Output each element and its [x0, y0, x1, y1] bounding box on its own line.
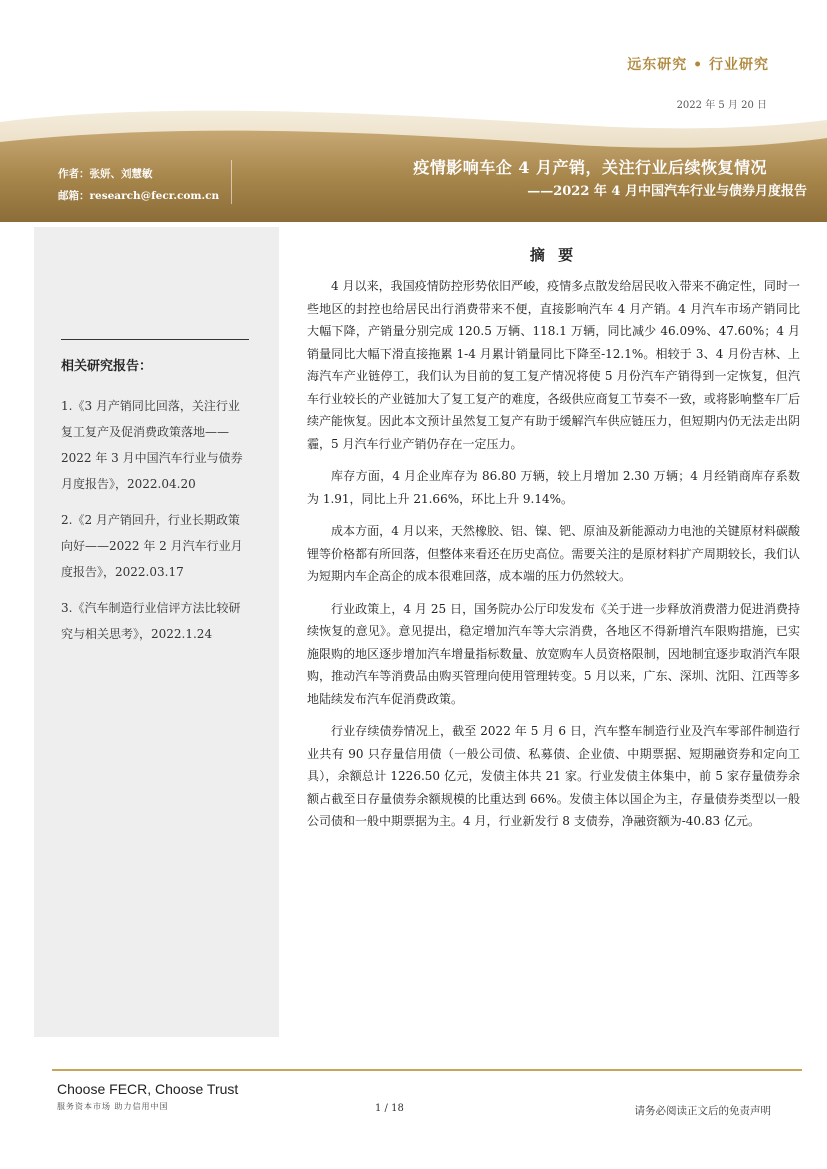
summary-paragraph: 成本方面，4 月以来，天然橡胶、铝、镍、钯、原油及新能源动力电池的关键原材料碳酸锂等价格都有所回落，但整体来看还在历史高位。需要关注的是原材料扩产周期较长，我们认为短期内车企高企的成本很难回落，成本端的压力仍然较大。 — [307, 524, 800, 583]
summary-paragraph: 库存方面，4 月企业库存为 86.80 万辆，较上月增加 2.30 万辆；4 月经销商库存系数为 1.91，同比上升 21.66%，环比上升 9.14%。 — [307, 469, 800, 506]
page-number: 1 / 18 — [375, 1103, 404, 1114]
author-line: 作者：张妍、刘慧敏 — [58, 168, 153, 180]
related-report-item[interactable]: 1.《3 月产销同比回落，关注行业复工复产及促消费政策落地——2022 年 3 月中国汽车行业与债券月度报告》，2022.04.20 — [61, 399, 243, 491]
report-date: 2022 年 5 月 20 日 — [676, 100, 767, 111]
related-reports-heading: 相关研究报告： — [61, 359, 153, 374]
sidebar — [34, 227, 279, 1037]
sidebar-divider — [61, 339, 249, 340]
related-report-item[interactable]: 3.《汽车制造行业信评方法比较研究与相关思考》，2022.1.24 — [61, 601, 241, 641]
summary-section — [307, 244, 800, 843]
disclaimer-link[interactable]: 请务必阅读正文后的免责声明 — [634, 1105, 771, 1117]
footer-tagline: 服务资本市场 助力信用中国 — [57, 1102, 169, 1111]
footer-brand: Choose FECR, Choose Trust — [57, 1081, 239, 1097]
related-reports-list — [61, 393, 246, 657]
report-title: 疫情影响车企 4 月产销，关注行业后续恢复情况 — [413, 158, 767, 177]
related-report-item[interactable]: 2.《2 月产销回升，行业长期政策向好——2022 年 2 月汽车行业月度报告》，2022.03.17 — [61, 513, 243, 579]
summary-paragraph: 行业政策上，4 月 25 日，国务院办公厅印发发布《关于进一步释放消费潜力促进消费持续恢复的意见》。意见提出，稳定增加汽车等大宗消费，各地区不得新增汽车限购措施，已实施限购的地区逐步增加汽车增量指标数量、放宽购车人员资格限制，因地制宜逐步取消汽车限购，推动汽车等消费品由购买管理向使用管理转变。5 月以来，广东、深圳、沈阳、江西等多地陆续发布汽车促消费政策。 — [307, 601, 800, 706]
author-block — [58, 163, 219, 207]
email-line: 邮箱：research@fecr.com.cn — [58, 190, 220, 202]
summary-paragraph: 4 月以来，我国疫情防控形势依旧严峻，疫情多点散发给居民收入带来不确定性，同时一些地区的封控也给居民出行消费带来不便，直接影响汽车 4 月产销。4 月汽车市场产销同比大幅下降，产销量分别完成 120.5 万辆、118.1 万辆，同比减少 46.09%、47.60%；4 月销量同比大幅下滑直接拖累 1-4 月累计销量同比下降至-12.1%。相较于 3、4 月份吉林、上海汽车产业链停工，我们认为目前的复工复产情况将使 5 月份汽车产销得到一定恢复，但汽车行业较长的产业链加大了复工复产的难度，各级供应商复工节奏不一致，或将影响整车厂后续产能恢复。因此本文预计虽然复工复产有助于缓解汽车供应链压力，但短期内仍无法走出阴霾，5 月汽车行业产销仍存在一定压力。 — [307, 279, 800, 451]
summary-title: 摘 要 — [529, 246, 578, 264]
summary-paragraph: 行业存续债券情况上，截至 2022 年 5 月 6 日，汽车整车制造行业及汽车零部件制造行业共有 90 只存量信用债（一般公司债、私募债、企业债、中期票据、短期融资券和定向工具），余额总计 1226.50 亿元，发债主体共 21 家。行业发债主体集中，前 5 家存量债券余额占截至日存量债券余额规模的比重达到 66%。发债主体以国企为主，存量债券类型以一般公司债和一般中期票据为主。4 月，行业新发行 8 支债券，净融资额为-40.83 亿元。 — [307, 724, 800, 828]
report-subtitle: ——2022 年 4 月中国汽车行业与债券月度报告 — [527, 184, 807, 199]
brand-label: 远东研究 • 行业研究 — [627, 57, 769, 73]
footer-divider — [52, 1069, 802, 1071]
title-block — [413, 156, 807, 204]
banner-divider — [231, 160, 232, 204]
